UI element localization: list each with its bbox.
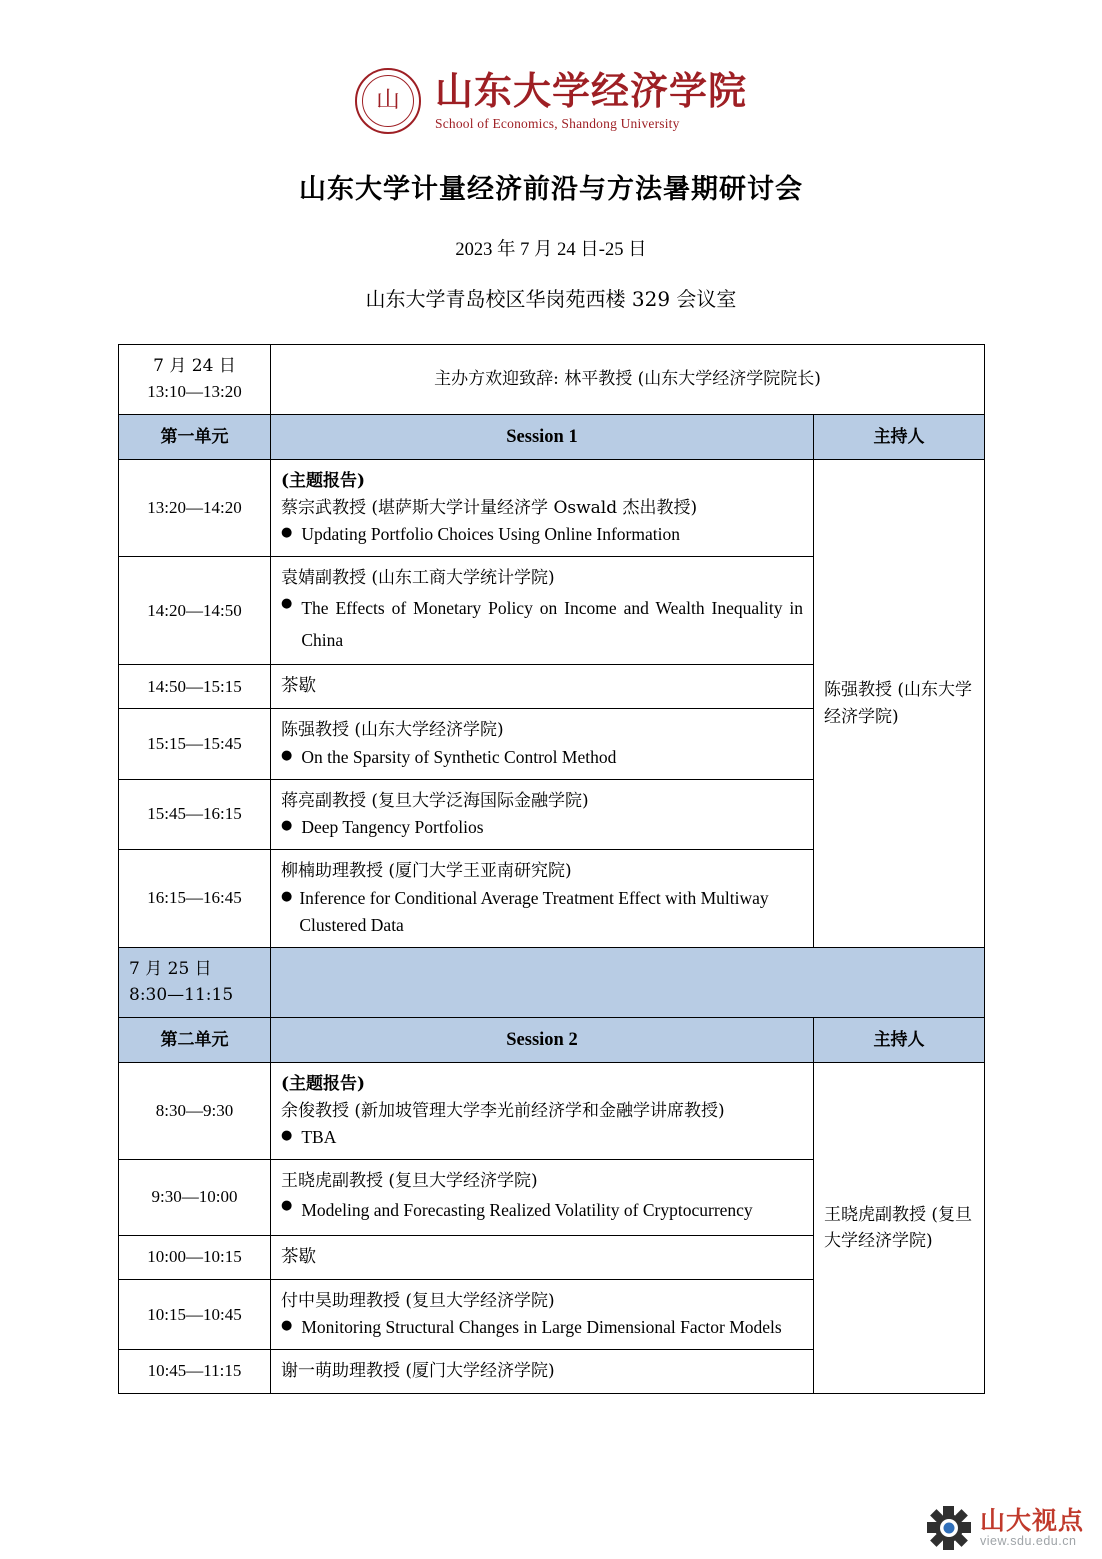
page-title: 山东大学计量经济前沿与方法暑期研讨会: [299, 174, 803, 205]
talk-title: Deep Tangency Portfolios: [301, 817, 484, 838]
speaker: 陈强教授 (山东大学经济学院): [281, 720, 504, 741]
s1r2-content: [271, 665, 814, 709]
session1-host-label: 主持人: [814, 414, 985, 460]
talk-title: On the Sparsity of Synthetic Control Method: [301, 746, 617, 767]
s1r4-time: 15:45—16:15: [119, 779, 271, 849]
talk-title: Modeling and Forecasting Realized Volatility of Cryptocurrency: [301, 1200, 753, 1221]
s2r2-time: 10:00—10:15: [119, 1235, 271, 1279]
speaker: 蔡宗武教授 (堪萨斯大学计量经济学 Oswald 杰出教授): [281, 497, 698, 518]
university-seal-icon: [355, 68, 421, 134]
day2-date: 7 月 25 日: [129, 958, 212, 979]
speaker: 余俊教授 (新加坡管理大学李光前经济学和金融学讲席教授): [281, 1100, 725, 1121]
watermark-url: view.sdu.edu.cn: [979, 1534, 1077, 1549]
table-row: [119, 1063, 985, 1160]
talk-title: TBA: [301, 1126, 337, 1147]
table-row: [119, 345, 985, 415]
speaker: 柳楠助理教授 (厦门大学王亚南研究院): [281, 861, 572, 882]
s2r4-content: [271, 1350, 814, 1393]
session1-label: Session 1: [271, 414, 814, 460]
table-row: [119, 414, 985, 460]
talk-title: The Effects of Monetary Policy on Income and Wealth Inequality in China: [301, 597, 803, 650]
s1r5-time: 16:15—16:45: [119, 850, 271, 948]
session2-host: 王晓虎副教授 (复旦大学经济学院): [814, 1063, 985, 1393]
talk-title: Updating Portfolio Choices Using Online Information: [301, 524, 680, 545]
s1r5-content: [271, 850, 814, 948]
speaker: 王晓虎副教授 (复旦大学经济学院): [281, 1171, 538, 1192]
bullet-icon: ●: [281, 818, 293, 834]
opening-time-cell: [119, 345, 271, 415]
schedule-table: [118, 344, 985, 1394]
day2-time: 8:30—11:15: [129, 985, 234, 1006]
opening-remarks: 主办方欢迎致辞: 林平教授 (山东大学经济学院院长): [271, 345, 985, 415]
speaker: 袁婧副教授 (山东工商大学统计学院): [281, 568, 555, 589]
table-row: [119, 1017, 985, 1063]
institution-logo: [118, 0, 984, 134]
event-date: 2023 年 7 月 24 日-25 日: [455, 240, 647, 260]
speaker: 蒋亮副教授 (复旦大学泛海国际金融学院): [281, 790, 589, 811]
s2r3-content: [271, 1279, 814, 1349]
day2-banner-blank: [271, 947, 985, 1017]
s1r0-content: [271, 460, 814, 557]
logo-chinese-name: 山东大学经济学院: [434, 68, 747, 114]
logo-english-name: School of Economics, Shandong University: [434, 115, 680, 131]
bullet-icon: ●: [281, 525, 293, 541]
talk-title: Inference for Conditional Average Treatment Effect with Multiway Clustered Data: [299, 887, 769, 935]
s2r1-time: 9:30—10:00: [119, 1160, 271, 1236]
gear-icon: [926, 1505, 972, 1551]
keynote-tag: (主题报告): [281, 1074, 366, 1095]
bullet-icon: ●: [281, 1127, 293, 1143]
seal-glyph: 山: [375, 88, 401, 113]
s2r0-time: 8:30—9:30: [119, 1063, 271, 1160]
day2-date-cell: [119, 947, 271, 1017]
s1r4-content: [271, 779, 814, 849]
s1r3-time: 15:15—15:45: [119, 709, 271, 779]
bullet-icon: ●: [281, 888, 293, 904]
session1-unit-label: 第一单元: [119, 414, 271, 460]
keynote-tag: (主题报告): [281, 471, 366, 492]
s2r0-content: [271, 1063, 814, 1160]
session2-unit-label: 第二单元: [119, 1017, 271, 1063]
bullet-icon: ●: [281, 1318, 293, 1334]
break-label: 茶歇: [281, 1246, 316, 1267]
talk-title: Monitoring Structural Changes in Large Dimensional Factor Models: [301, 1317, 782, 1338]
session1-host: 陈强教授 (山东大学经济学院): [814, 460, 985, 948]
speaker: 谢一萌助理教授 (厦门大学经济学院): [281, 1361, 555, 1382]
s2r2-content: [271, 1235, 814, 1279]
speaker: 付中昊助理教授 (复旦大学经济学院): [281, 1290, 555, 1311]
session2-host-label: 主持人: [814, 1017, 985, 1063]
s2r1-content: [271, 1160, 814, 1236]
table-row: [119, 460, 985, 557]
s2r4-time: 10:45—11:15: [119, 1350, 271, 1393]
bullet-icon: ●: [281, 1198, 293, 1214]
table-row: [119, 947, 985, 1017]
event-venue: 山东大学青岛校区华岗苑西楼 329 会议室: [365, 287, 737, 311]
s2r3-time: 10:15—10:45: [119, 1279, 271, 1349]
opening-time: 13:10—13:20: [147, 382, 242, 402]
s1r2-time: 14:50—15:15: [119, 665, 271, 709]
session2-label: Session 2: [271, 1017, 814, 1063]
bullet-icon: ●: [281, 595, 293, 611]
s1r1-time: 14:20—14:50: [119, 557, 271, 665]
opening-date: 7 月 24 日: [153, 356, 236, 376]
watermark-brand: 山大视点: [979, 1505, 1084, 1535]
s1r0-time: 13:20—14:20: [119, 460, 271, 557]
watermark: [926, 1505, 1084, 1551]
s1r3-content: [271, 709, 814, 779]
bullet-icon: ●: [281, 747, 293, 763]
s1r1-content: [271, 557, 814, 665]
break-label: 茶歇: [281, 676, 316, 697]
